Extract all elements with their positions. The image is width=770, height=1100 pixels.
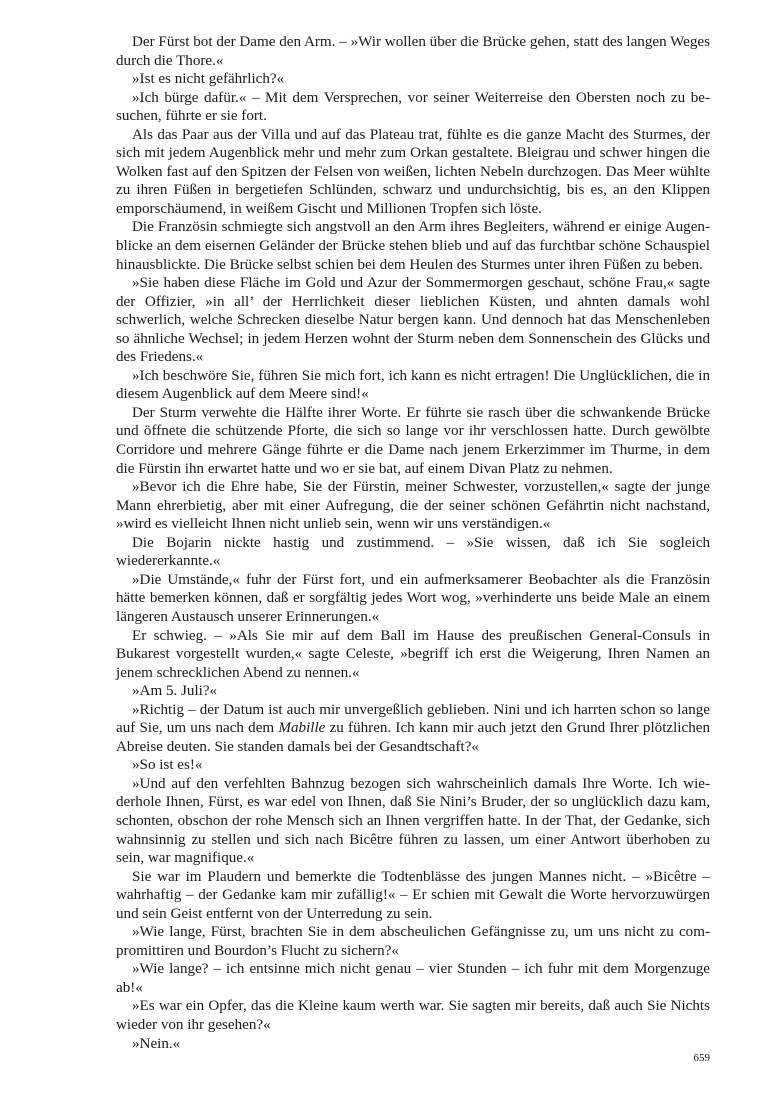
paragraph-text: »Richtig – der Datum ist auch mir unvergeßlich geblieben. Nini und ich harrten schon so lange auf Sie, um uns nach dem (116, 701, 710, 737)
paragraph: Der Sturm verwehte die Hälfte ihrer Worte. Er führte sie rasch über die schwankende Brücke und öffnete die schützende Pforte, die sich so lange vor ihr verschlossen hatte. Durch gewölbte Corridore und mehrere Gänge führte er die Dame nach jenem Erkerzimmer im Thurme, in dem die Fürstin ihn erwartet hatte und wo er sie bat, auf einem Divan Platz zu nehmen. (116, 404, 710, 477)
paragraph: Die Bojarin nickte hastig und zustimmend. – »Sie wissen, daß ich Sie sogleich wiedererkannte.« (116, 534, 710, 570)
paragraph: Sie war im Plaudern und bemerkte die Todtenblässe des jungen Mannes nicht. – »Bicêtre – wahrhaftig – der Gedanke kam mir zufällig!« – Er schien mit Gewalt die Worte hervorzuwürgen und sein Geist entfernt von der Unterredung zu sein. (116, 868, 710, 922)
paragraph: »Sie haben diese Fläche im Gold und Azur der Sommermorgen geschaut, schöne Frau,« sagte der Offizier, »in all’ der Herrlichkeit dieser lieblichen Küsten, und ahnten damals wohl schwerlich, welche Schrecken dieselbe Natur bergen kann. Und dennoch hat das Menschenleben so ähnliche Wechsel; in jedem Herzen wohnt der Sturm neben dem Sonnenschein des Glücks und des Friedens.« (116, 275, 710, 366)
paragraph: Die Französin schmiegte sich angstvoll an den Arm ihres Begleiters, während er einige Augenblicke an dem eisernen Geländer der Brücke stehen blieb und auf das furchtbar schöne Schauspiel hinausblickte. Die Brücke selbst schien bei dem Heulen des Sturmes unter ihren Füßen zu beben. (116, 219, 710, 273)
paragraph: »Wie lange? – ich entsinne mich nicht genau – vier Stunden – ich fuhr mit dem Morgenzuge ab!« (116, 961, 710, 996)
page-number: 659 (693, 1052, 710, 1064)
paragraph: »So ist es!« (132, 757, 203, 774)
paragraph: »Wie lange, Fürst, brachten Sie in dem abscheulichen Gefängnisse zu, um uns nicht zu compromittiren und Bourdon’s Flucht zu sichern?« (116, 924, 710, 959)
paragraph: »Und auf den verfehlten Bahnzug bezogen sich wahrscheinlich damals Ihre Worte. Ich wiederhole Ihnen, Fürst, es war edel von Ihnen, daß Sie Nini’s Bruder, der so unglücklich dazu kam, schonten, obschon der rohe Mensch sich an Ihnen vergriffen hatte. In der That, der Gedanke, sich wahnsinnig zu stellen und sich nach Bicêtre führen zu lassen, um einer Antwort überhoben zu sein, war magnifique.« (116, 775, 710, 867)
paragraph: »Bevor ich die Ehre habe, Sie der Fürstin, meiner Schwester, vorzustellen,« sagte der junge Mann ehrerbietig, aber mit einer Aufregung, die der seiner schönen Gefährtin nicht nachstand, »wird es vielleicht Ihnen nicht unlieb sein, wenn wir uns verständigen.« (116, 479, 710, 533)
book-page-body (116, 33, 710, 1053)
paragraph: »Nein.« (132, 1035, 181, 1052)
paragraph: Als das Paar aus der Villa und auf das Plateau trat, fühlte es die ganze Macht des Sturmes, der sich mit jedem Augenblick mehr und mehr zum Orkan gestaltete. Bleigrau und schwer hingen die Wolken fast auf den Spitzen der Felsen von weißen, lichten Nebeln durchzogen. Das Meer wühlte zu ihren Füßen in bergetiefen Schlünden, schwarz und undurchsichtig, bis es, an den Klippen emporschäumend, in weißem Gischt und Millionen Tropfen sich löste. (116, 126, 710, 217)
paragraph: »Ist es nicht gefährlich?« (132, 71, 285, 88)
paragraph: Er schwieg. – »Als Sie mir auf dem Ball im Hause des preußischen General-Consuls in Bukarest vorgestellt wurden,« sagte Celeste, »begriff ich erst die Weigerung, Ihren Namen an jenem schrecklichen Abend zu nennen.« (116, 627, 710, 681)
paragraph-with-italic (116, 701, 710, 757)
italic-name: Mabille (278, 720, 326, 737)
paragraph: Der Fürst bot der Dame den Arm. – »Wir wollen über die Brücke gehen, statt des langen Weges durch die Thore.« (116, 34, 710, 69)
paragraph: »Ich beschwöre Sie, führen Sie mich fort, ich kann es nicht ertragen! Die Unglücklichen, die in diesem Augenblick auf dem Meere sind!« (116, 367, 710, 403)
paragraph: »Die Umstände,« fuhr der Fürst fort, und ein aufmerksamerer Beobachter als die Französin hätte bemerken können, daß er sorgfältig jedes Wort wog, »verhinderte uns beide Male an einem längeren Austausch unserer Erinnerungen.« (116, 571, 710, 625)
paragraph: »Am 5. Juli?« (132, 683, 218, 700)
paragraph: »Es war ein Opfer, das die Kleine kaum werth war. Sie sagten mir bereits, daß auch Sie Nichts wieder von ihr gesehen?« (116, 998, 710, 1033)
paragraph: »Ich bürge dafür.« – Mit dem Versprechen, vor seiner Weiterreise den Obersten noch zu besuchen, führte er sie fort. (116, 89, 710, 125)
paragraph-text-tail: zu führen. Ich kann mir auch jetzt den Grund Ihrer plötzlichen Abreise deuten. Sie standen damals bei der Gesandtschaft?« (116, 720, 710, 755)
